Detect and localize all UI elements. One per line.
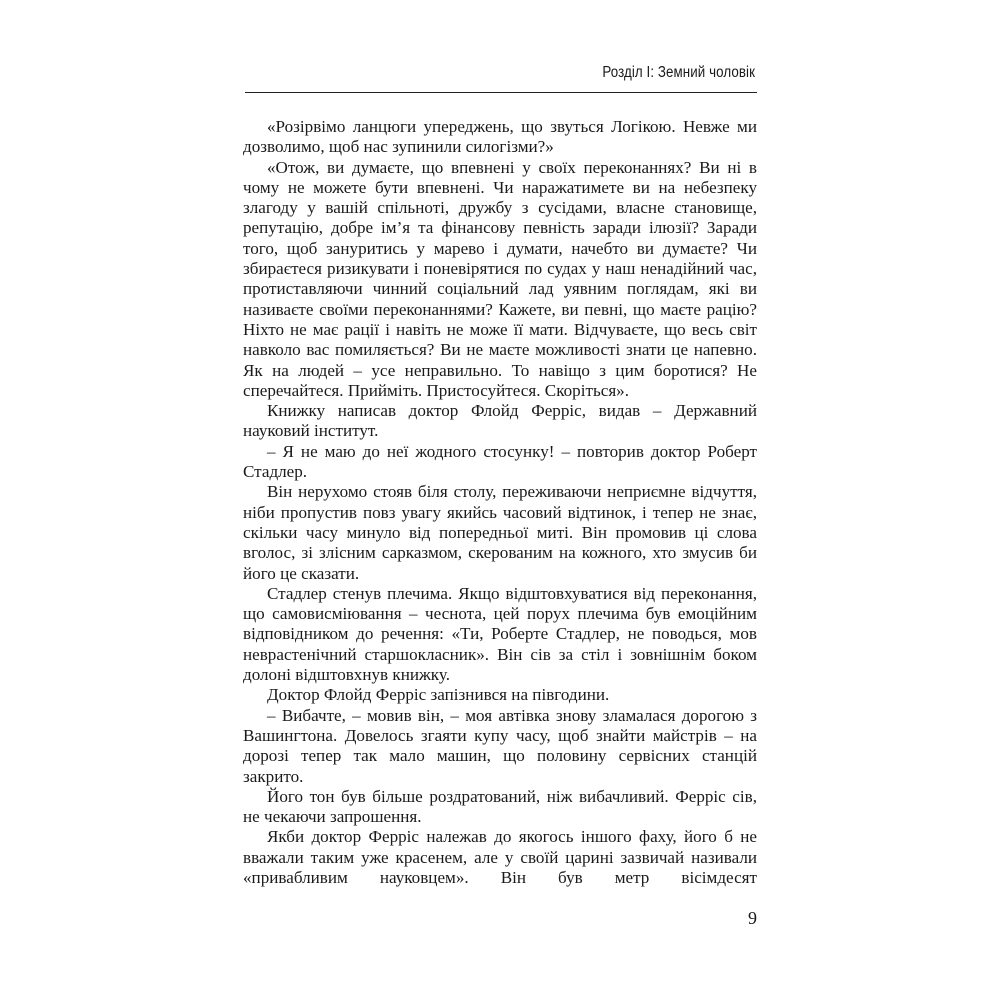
paragraph: Він нерухомо стояв біля столу, переживаючи неприємне відчуття, ніби пропустив повз увагу якийсь часовий відтинок, і тепер не знає, скільки часу минуло від попередньої миті. Він промовив ці слова вголос, зі злісним сарказмом, скерованим на кожного, хто змусив би його це сказати. [243, 482, 757, 583]
paragraph: Доктор Флойд Ферріс запізнився на півгодини. [267, 685, 610, 705]
paragraph: – Я не маю до неї жодного стосунку! – повторив доктор Роберт Стадлер. [243, 441, 757, 482]
page-number: 9 [748, 908, 757, 928]
paragraph: Стадлер стенув плечима. Якщо відштовхуватися від переконання, що самовисміювання – чеснота, цей порух плечима був емоційним відповідником до речення: «Ти, Роберте Стадлер, не поводься, мов неврастенічний старшокласник». Він сів за стіл і зовнішнім боком долоні відштовхнув книжку. [243, 583, 757, 685]
paragraph: «Розірвімо ланцюги упереджень, що звуться Логікою. Невже ми дозволимо, щоб нас зупинили силогізми?» [243, 117, 757, 157]
body-text [243, 117, 757, 888]
header-rule [245, 92, 757, 93]
paragraph: Якби доктор Ферріс належав до якогось іншого фаху, його б не вважали таким уже красенем, але у своїй царині зазвичай називали «привабливим науковцем». Він був метр вісімдесят [243, 827, 757, 887]
paragraph: – Вибачте, – мовив він, – моя автівка знову зламалася дорогою з Вашингтона. Довелось згаяти купу часу, щоб знайти майстрів – на дорозі тепер так мало машин, що половину сервісних станцій закрито. [243, 705, 757, 786]
paragraph: «Отож, ви думаєте, що впевнені у своїх переконаннях? Ви ні в чому не можете бути впевнені. Чи наражатимете ви на небезпеку злагоду у вашій спільноті, дружбу з сусідами, власне становище, репутацію, добре ім’я та фінансову певність заради ілюзії? Заради того, щоб зануритись у марево і думати, начебто ви думаєте? Чи збираєтеся ризикувати і поневірятися по судах у наш ненадійний час, протиставляючи чинний соціальний лад уявним поглядам, які ви називаєте своїми переконаннями? Кажете, ви певні, що маєте рацію? Ніхто не має рації і навіть не може її мати. Відчуваєте, що весь світ навколо вас помиляється? Ви не маєте можливості знати це напевно. Як на людей – усе неправильно. То навіщо з цим боротися? Не сперечайтеся. Прийміть. Пристосуйтеся. Скоріться». [243, 157, 757, 400]
paragraph: Книжку написав доктор Флойд Ферріс, видав – Державний науковий інститут. [243, 401, 757, 441]
paragraph: Його тон був більше роздратований, ніж вибачливий. Ферріс сів, не чекаючи запрошення. [243, 786, 757, 827]
running-header: Розділ I: Земний чоловік [602, 64, 755, 81]
